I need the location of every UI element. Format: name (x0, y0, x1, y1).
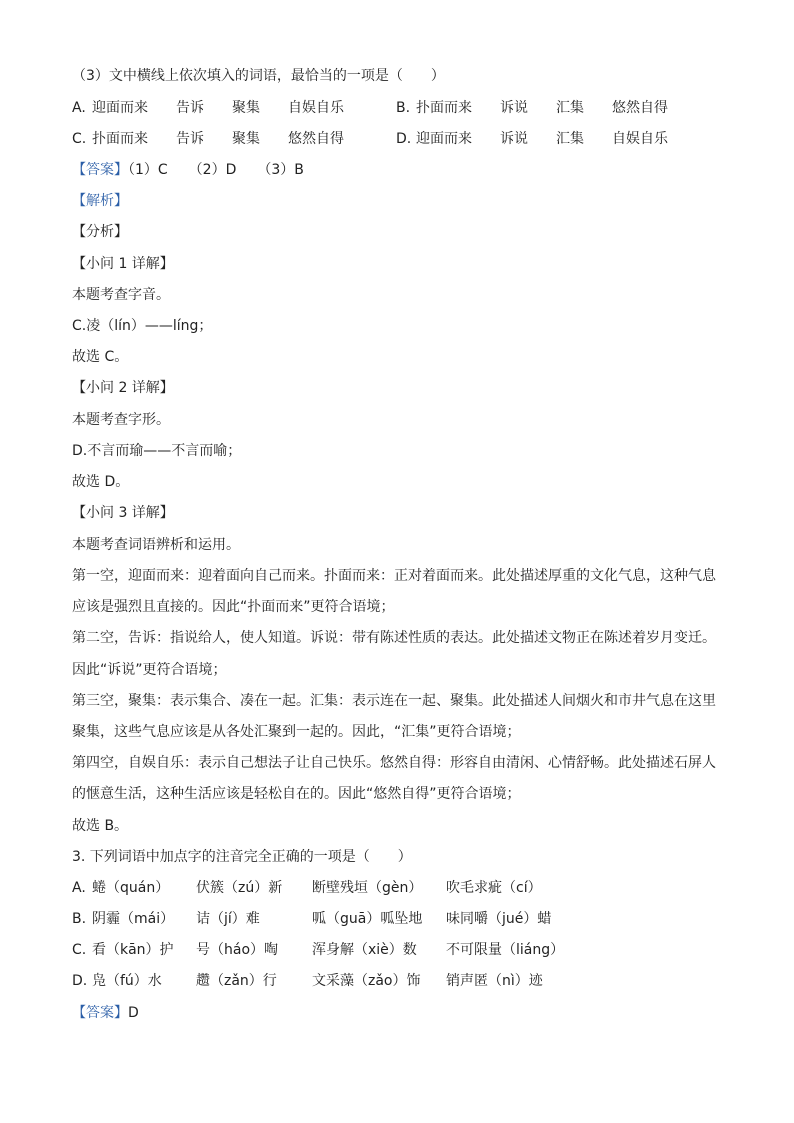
text-line: 第二空，告诉：指说给人，使人知道。诉说：带有陈述性质的表达。此处描述文物正在陈述着岁月变迁。 (72, 630, 716, 646)
answer-label: 【答案】 (72, 162, 128, 178)
option-word: 看（kān）护 (92, 942, 174, 958)
subquestion-3-label: 【小问 3 详解】 (72, 505, 174, 521)
option-word: 趱（zǎn）行 (196, 973, 277, 989)
option-word: 断壁残垣（gèn） (312, 880, 423, 896)
option-letter: A. (72, 880, 86, 896)
option-word: 告诉 (176, 131, 204, 147)
text-line: 应该是强烈且直接的。因此“扑面而来”更符合语境； (72, 599, 395, 615)
analysis-label: 【解析】 (72, 193, 128, 209)
option-word: 悠然自得 (612, 100, 668, 116)
option-word: 伏簇（zú）新 (196, 880, 283, 896)
option-letter: B. (72, 911, 87, 927)
answer-line (72, 160, 304, 180)
option-letter: D. (72, 973, 88, 989)
option-word: 扑面而来 (92, 131, 148, 147)
text-line: 聚集，这些气息应该是从各处汇聚到一起的。因此，“汇集”更符合语境； (72, 724, 521, 740)
text-line: 故选 D。 (72, 474, 130, 490)
option-word: 自娱自乐 (612, 131, 668, 147)
option-word: 聚集 (232, 100, 260, 116)
option-word: 浑身解（xiè）数 (312, 942, 417, 958)
option-word: 蜷（quán） (92, 880, 170, 896)
fenxi-label: 【分析】 (72, 224, 128, 240)
option-word: 阴霾（mái） (92, 911, 175, 927)
option-word: 诉说 (500, 131, 528, 147)
subquestion-2-label: 【小问 2 详解】 (72, 380, 174, 396)
text-line: 本题考查字音。 (72, 287, 170, 303)
option-word: 汇集 (556, 131, 584, 147)
text-line: D.不言而瑜——不言而喻； (72, 443, 242, 459)
option-word: 号（háo）啕 (196, 942, 279, 958)
question-prompt: 3. 下列词语中加点字的注音完全正确的一项是（ ） (72, 849, 412, 865)
option-word: 诘（jí）难 (196, 911, 260, 927)
text-line: 因此“诉说”更符合语境； (72, 662, 227, 678)
text-line: C.凌（lín）——líng； (72, 318, 213, 334)
text-line: 本题考查词语辨析和运用。 (72, 537, 240, 553)
option-word: 汇集 (556, 100, 584, 116)
answer-label: 【答案】 (72, 1005, 128, 1021)
option-word: 悠然自得 (288, 131, 344, 147)
text-line: 第三空，聚集：表示集合、凑在一起。汇集：表示连在一起、聚集。此处描述人间烟火和市井气息在这里 (72, 693, 716, 709)
question-prompt: （3）文中横线上依次填入的词语，最恰当的一项是（ ） (72, 68, 445, 84)
option-letter: A. (72, 100, 86, 116)
option-word: 聚集 (232, 131, 260, 147)
text-line: 故选 C。 (72, 349, 129, 365)
option-word: 凫（fú）水 (92, 973, 162, 989)
option-word: 呱（guā）呱坠地 (312, 911, 423, 927)
option-word: 吹毛求疵（cí） (446, 880, 542, 896)
option-letter: D. (396, 131, 412, 147)
option-letter: B. (396, 100, 411, 116)
option-word: 扑面而来 (416, 100, 472, 116)
answer-text: （1）C （2）D （3）B (128, 162, 304, 178)
option-letter: C. (72, 942, 87, 958)
option-word: 迎面而来 (416, 131, 472, 147)
option-word: 味同嚼（jué）蜡 (446, 911, 552, 927)
option-word: 自娱自乐 (288, 100, 344, 116)
option-letter: C. (72, 131, 87, 147)
subquestion-1-label: 【小问 1 详解】 (72, 256, 174, 272)
text-line: 的惬意生活，这种生活应该是轻松自在的。因此“悠然自得”更符合语境； (72, 786, 521, 802)
text-line: 第一空，迎面而来：迎着面向自己而来。扑面而来：正对着面而来。此处描述厚重的文化气息，这种气息 (72, 568, 716, 584)
option-word: 诉说 (500, 100, 528, 116)
option-word: 销声匿（nì）迹 (446, 973, 543, 989)
option-word: 不可限量（liáng） (446, 942, 565, 958)
text-line: 故选 B。 (72, 818, 129, 834)
option-word: 告诉 (176, 100, 204, 116)
text-line: 本题考查字形。 (72, 412, 170, 428)
option-word: 文采藻（zǎo）饰 (312, 973, 421, 989)
text-line: 第四空，自娱自乐：表示自己想法子让自己快乐。悠然自得：形容自由清闲、心情舒畅。此处描述石屏人 (72, 755, 716, 771)
option-word: 迎面而来 (92, 100, 148, 116)
answer-text: D (128, 1005, 139, 1021)
answer-line (72, 1003, 139, 1023)
